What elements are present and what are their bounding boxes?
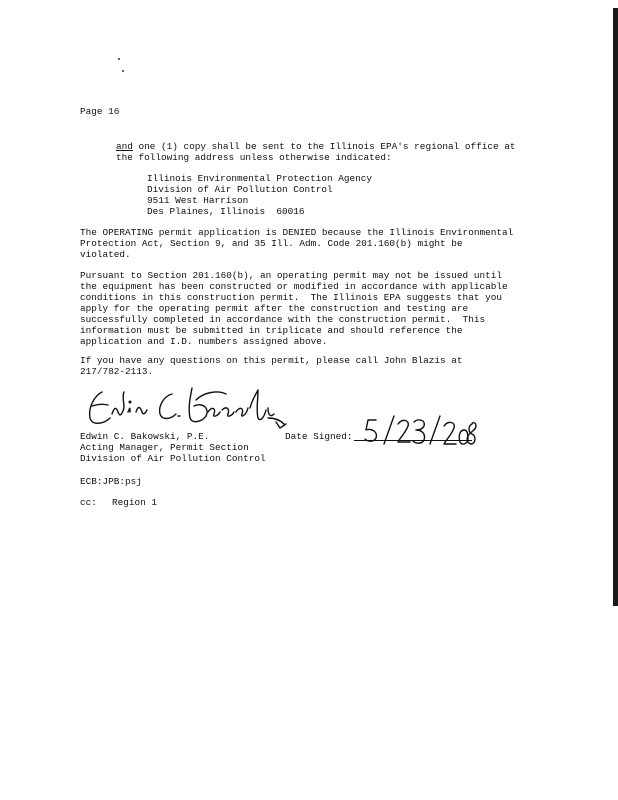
address-block: [147, 173, 372, 217]
pursuant-line: information must be submitted in triplicate and should reference the: [80, 325, 463, 336]
address-line: 9511 West Harrison: [147, 195, 249, 206]
denial-paragraph: [80, 227, 513, 260]
denial-line: Protection Act, Section 9, and 35 Ill. Adm. Code 201.160(b) might be: [80, 238, 463, 249]
questions-paragraph: [80, 355, 463, 377]
pursuant-line: apply for the operating permit after the construction and testing are: [80, 303, 469, 314]
signer-name: Edwin C. Bakowski, P.E.: [80, 431, 210, 442]
handwritten-signature: [80, 378, 300, 433]
scan-speck: [118, 58, 120, 60]
denial-line: The OPERATING permit application is DENIED because the Illinois Environmental: [80, 227, 514, 238]
pursuant-paragraph: [80, 270, 508, 347]
intro-paragraph: [116, 141, 515, 163]
signer-division: Division of Air Pollution Control: [80, 453, 266, 464]
signature-block: [80, 431, 266, 464]
address-line: Division of Air Pollution Control: [147, 184, 333, 195]
pursuant-line: the equipment has been constructed or modified in accordance with applicable: [80, 281, 508, 292]
reference-initials: ECB:JPB:psj: [80, 476, 142, 487]
pursuant-line: conditions in this construction permit. The Illinois EPA suggests that you: [80, 292, 502, 303]
page-label: Page 16: [80, 106, 120, 117]
pursuant-line: Pursuant to Section 201.160(b), an operating permit may not be issued until: [80, 270, 502, 281]
cc-value: Region 1: [112, 497, 158, 508]
intro-underlined-word: and: [116, 141, 133, 152]
date-signed-label: Date Signed:: [285, 431, 353, 442]
cc-label: cc:: [80, 497, 97, 508]
pursuant-line: successfully completed in accordance with the construction permit. This: [80, 314, 486, 325]
intro-line-2: the following address unless otherwise indicated:: [116, 152, 392, 163]
signer-title: Acting Manager, Permit Section: [80, 442, 249, 453]
pursuant-line: application and I.D. numbers assigned above.: [80, 336, 328, 347]
scan-speck: [122, 70, 124, 72]
intro-line-1: one (1) copy shall be sent to the Illinois EPA's regional office at: [132, 141, 516, 152]
address-line: Des Plaines, Illinois 60016: [147, 206, 305, 217]
scan-edge: [613, 8, 618, 606]
handwritten-date: [360, 414, 480, 448]
questions-line: 217/782-2113.: [80, 366, 154, 377]
address-line: Illinois Environmental Protection Agency: [147, 173, 373, 184]
questions-line: If you have any questions on this permit, please call John Blazis at: [80, 355, 463, 366]
denial-line: violated.: [80, 249, 131, 260]
